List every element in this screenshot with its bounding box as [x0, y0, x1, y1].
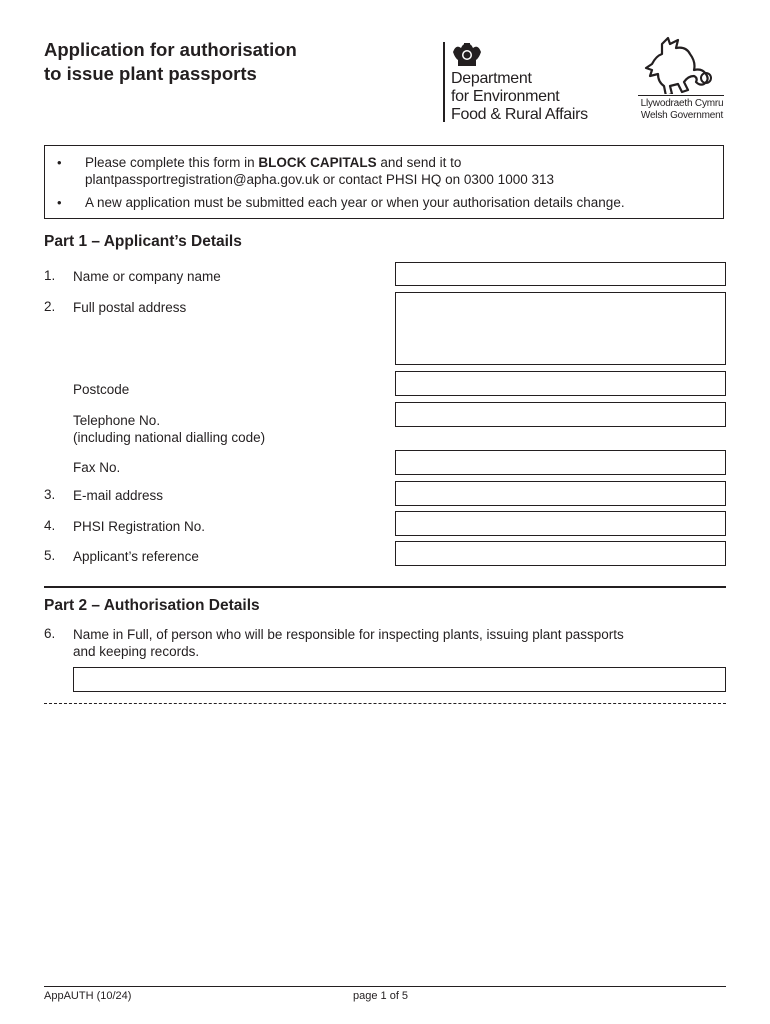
- applicant-reference-label: Applicant’s reference: [73, 549, 199, 564]
- responsible-person-label-line1: Name in Full, of person who will be responsible for inspecting plants, issuing plant passports: [73, 627, 624, 642]
- responsible-person-label-line2: and keeping records.: [73, 644, 200, 659]
- fax-label: Fax No.: [73, 460, 121, 475]
- defra-logo-text: [451, 70, 588, 124]
- form-title-line1: Application for authorisation: [44, 39, 297, 60]
- telephone-label-line1: Telephone No.: [73, 413, 161, 428]
- defra-line3: Food & Rural Affairs: [451, 106, 588, 123]
- form-title-line2: to issue plant passports: [44, 63, 257, 84]
- part2-heading: Part 2 – Authorisation Details: [44, 597, 260, 614]
- welsh-dragon-icon: [640, 36, 720, 94]
- instruction-2-text: A new application must be submitted each year or when your authorisation details change.: [85, 195, 625, 210]
- royal-crest-icon: [450, 42, 484, 68]
- name-field[interactable]: [395, 262, 726, 286]
- postcode-field[interactable]: [395, 371, 726, 396]
- item-number: 4.: [44, 518, 56, 533]
- instruction-1-text-end: and send it to: [376, 155, 462, 170]
- defra-line2: for Environment: [451, 88, 560, 105]
- defra-logo-divider: [443, 42, 445, 122]
- item-number: 6.: [44, 626, 56, 641]
- applicant-reference-field[interactable]: [395, 541, 726, 566]
- instructions-box: [44, 145, 724, 219]
- form-title: [44, 38, 297, 86]
- responsible-person-field[interactable]: [73, 667, 726, 692]
- welsh-logo-divider: [638, 95, 724, 96]
- telephone-field[interactable]: [395, 402, 726, 427]
- bullet-icon: •: [57, 155, 62, 170]
- email-field[interactable]: [395, 481, 726, 506]
- fax-field[interactable]: [395, 450, 726, 475]
- form-code: AppAUTH (10/24): [44, 990, 132, 1002]
- welsh-line1: Llywodraeth Cymru: [640, 98, 724, 109]
- instruction-1-text: Please complete this form in: [85, 155, 259, 170]
- address-field[interactable]: [395, 292, 726, 365]
- phsi-registration-field[interactable]: [395, 511, 726, 536]
- instruction-1-bold: BLOCK CAPITALS: [258, 155, 377, 170]
- address-label: Full postal address: [73, 300, 187, 315]
- cut-line-divider: [44, 703, 726, 704]
- welsh-line2: Welsh Government: [640, 110, 724, 121]
- phsi-registration-label: PHSI Registration No.: [73, 519, 206, 534]
- item-number: 5.: [44, 548, 56, 563]
- postcode-label: Postcode: [73, 382, 130, 397]
- responsible-person-label: [73, 626, 723, 660]
- instruction-1-contact: plantpassportregistration@apha.gov.uk or contact PHSI HQ on 0300 1000 313: [85, 172, 554, 187]
- section-divider: [44, 586, 726, 588]
- telephone-label-line2: (including national dialling code): [73, 430, 266, 445]
- footer-divider: [44, 986, 726, 987]
- email-label: E-mail address: [73, 488, 164, 503]
- bullet-icon: •: [57, 195, 62, 210]
- welsh-logo-text: [638, 98, 726, 122]
- name-label: Name or company name: [73, 269, 221, 284]
- telephone-label: [73, 412, 265, 446]
- item-number: 1.: [44, 268, 56, 283]
- defra-line1: Department: [451, 70, 532, 87]
- item-number: 2.: [44, 299, 56, 314]
- item-number: 3.: [44, 487, 56, 502]
- part1-heading: Part 1 – Applicant’s Details: [44, 233, 242, 250]
- page-number: page 1 of 5: [353, 990, 409, 1002]
